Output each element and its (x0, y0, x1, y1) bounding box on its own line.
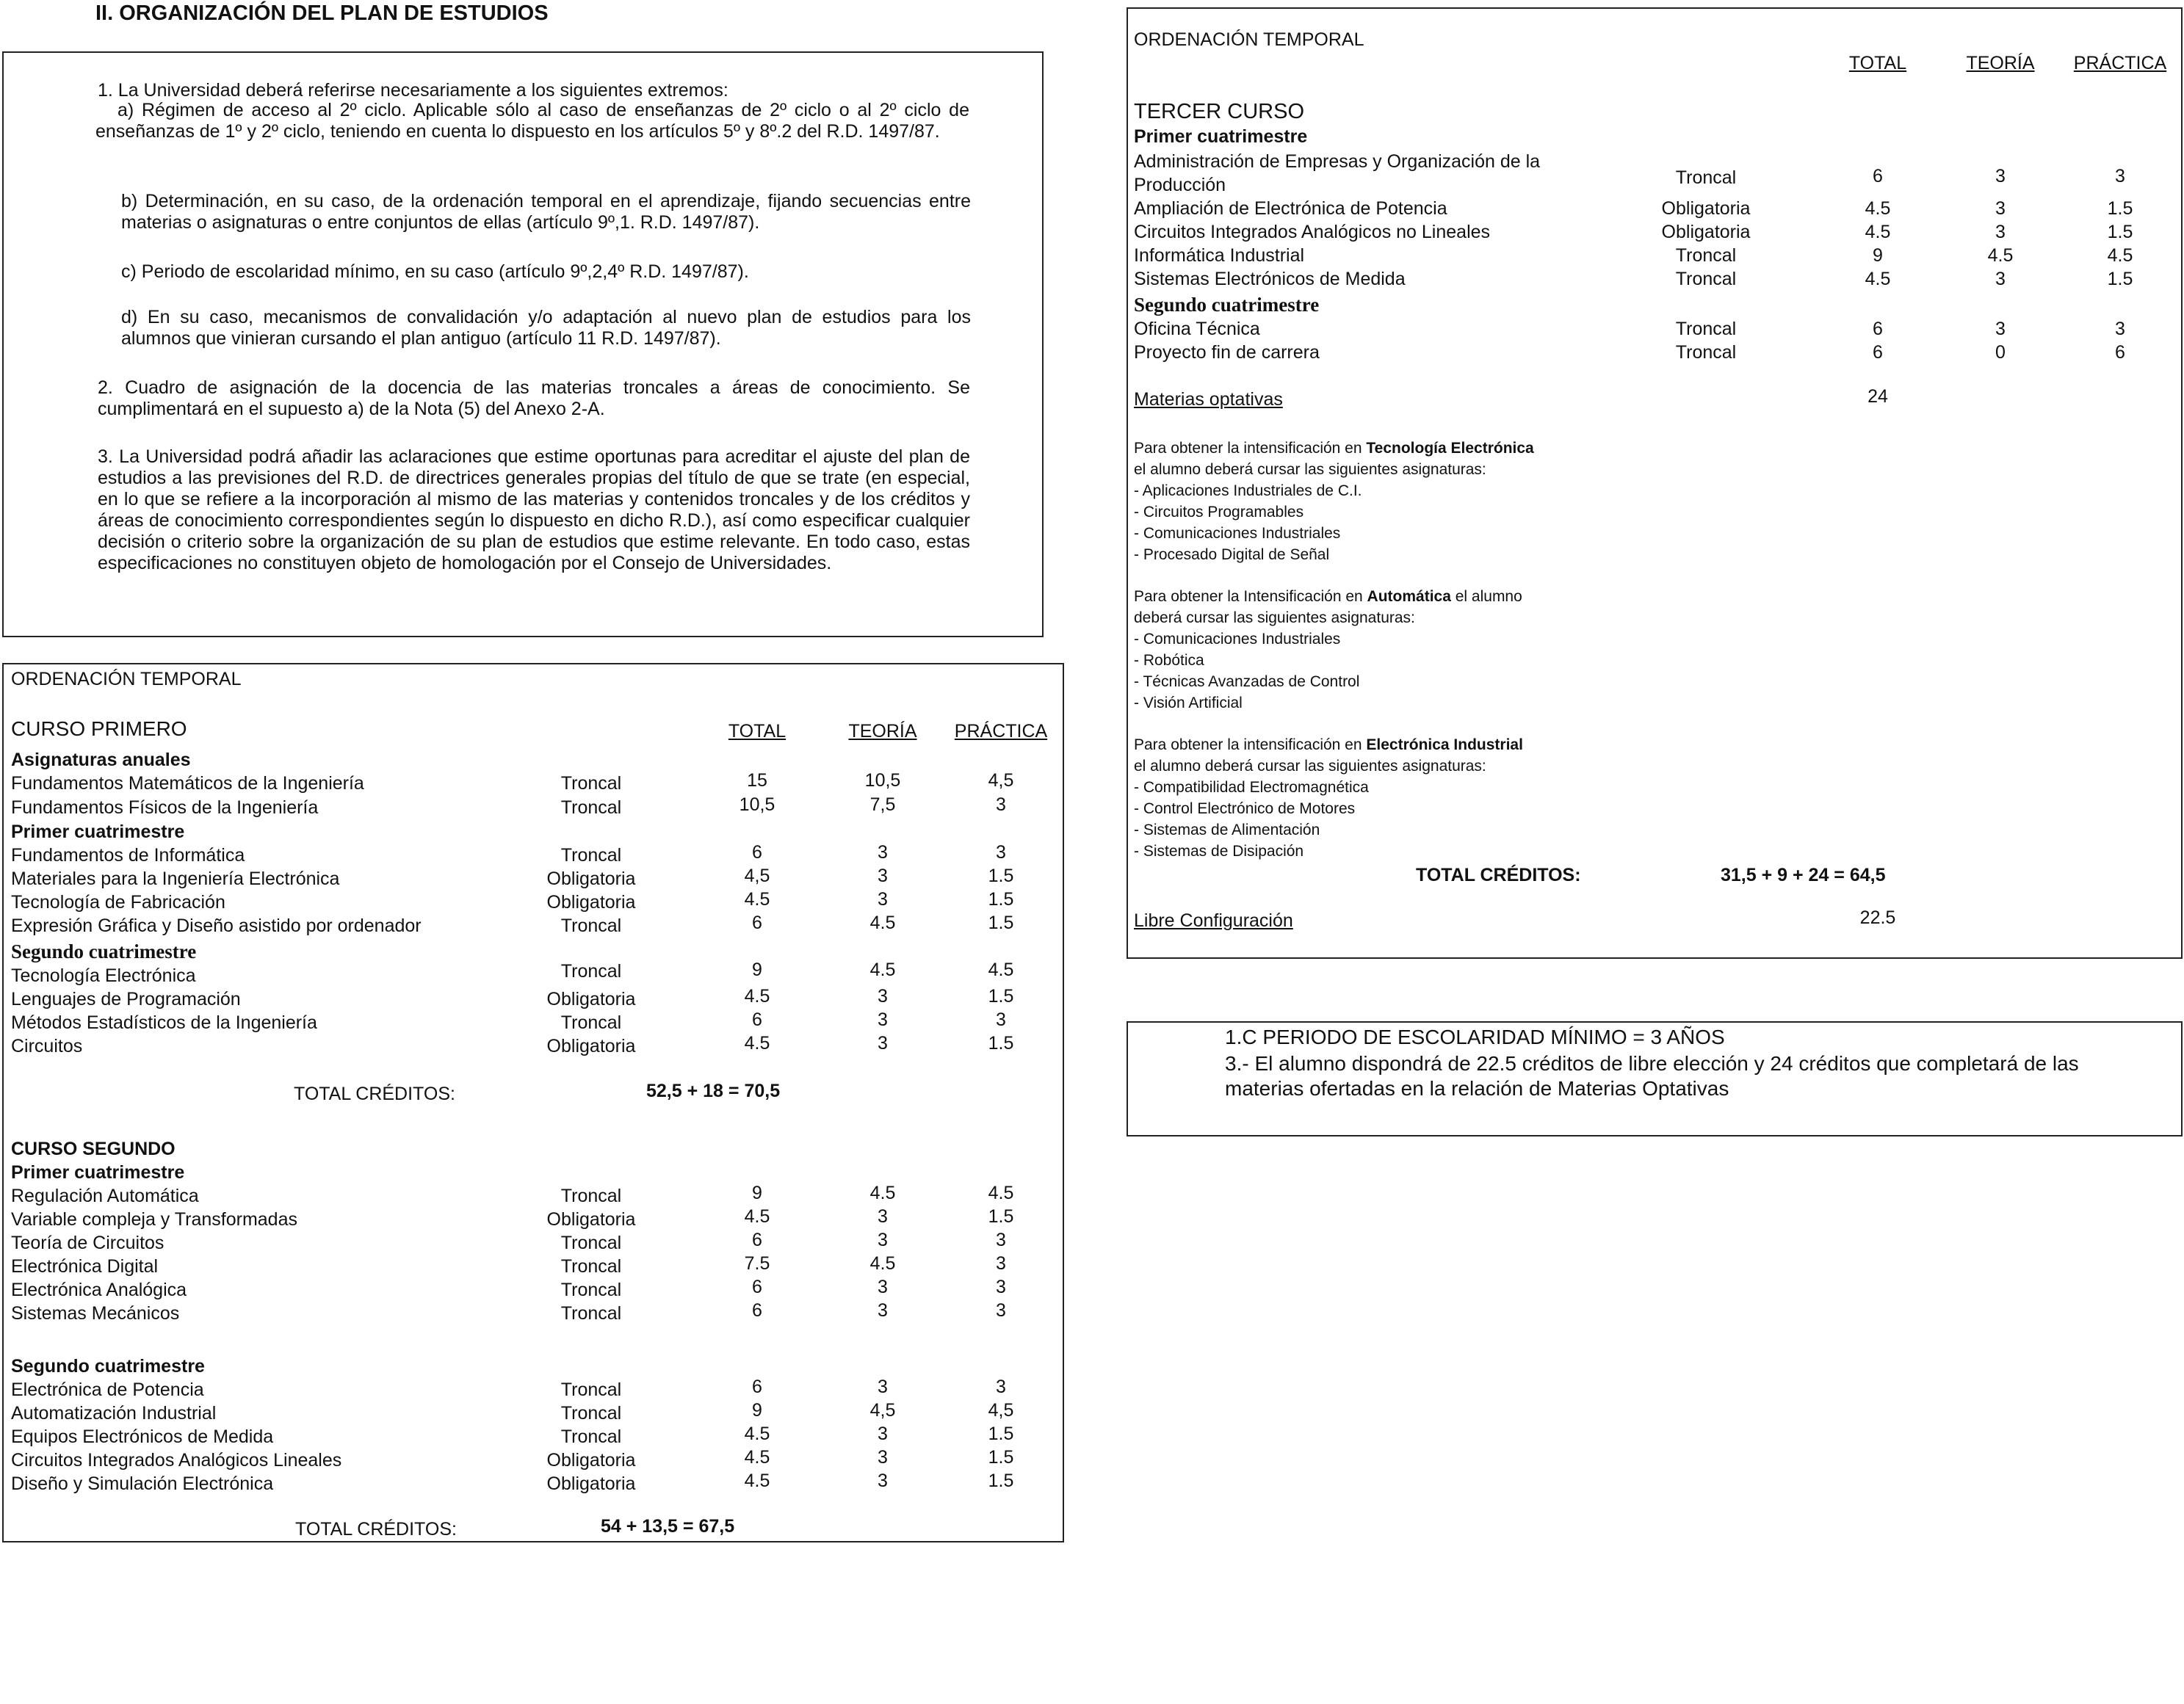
instruction-2: 2. Cuadro de asignación de la docencia de las materias troncales a áreas de conocimiento. Se cumplimentará en el supuesto a) de la Nota (5) del Anexo 2-A. (98, 377, 970, 419)
total-credits-label: TOTAL CRÉDITOS: (294, 1084, 455, 1104)
document-title: II. ORGANIZACIÓN DEL PLAN DE ESTUDIOS (95, 1, 549, 25)
instruction-1: 1. La Universidad deberá referirse necesariamente a los siguientes extremos: (98, 80, 728, 101)
section-heading: Primer cuatrimestre (11, 822, 185, 842)
list-item: - Comunicaciones Industriales (1134, 525, 1341, 542)
list-item: - Robótica (1134, 652, 1204, 669)
optativas-label: Materias optativas (1134, 389, 1283, 410)
table-row: Circuitos Integrados Analógicos Lineales Obligatoria 4.5 3 1.5 (11, 1447, 1014, 1471)
table-row: Equipos Electrónicos de Medida Troncal 4.5 3 1.5 (11, 1424, 1014, 1447)
section-heading: Primer cuatrimestre (1134, 126, 1308, 147)
table-row: Circuitos Obligatoria 4.5 3 1.5 (11, 1033, 1014, 1056)
instructions-box (2, 51, 1044, 637)
escolaridad-note-line1: 3.- El alumno dispondrá de 22.5 créditos de libre elección y 24 créditos que completará de las (1225, 1052, 2079, 1075)
escolaridad-box (1127, 1021, 2183, 1136)
list-item: - Sistemas de Alimentación (1134, 822, 1320, 838)
table-row: Teoría de Circuitos Troncal 6 3 3 (11, 1230, 1006, 1253)
table-row: Tecnología de Fabricación Obligatoria 4.5 3 1.5 (11, 889, 1014, 913)
instruction-1a: a) Régimen de acceso al 2º ciclo. Aplicable sólo al caso de enseñanzas de 2º ciclo o al 2º ciclo de enseñanzas de 1º y 2º ciclo, teniendo en cuenta lo dispuesto en los artículos 5º y 8º.2 del R.D. 1497/87. (95, 100, 969, 142)
intensification-block: Para obtener la intensificación en Electrónica Industrial el alumno deberá cursar las siguientes asignaturas: - Compatibilidad Electromagnética - Control Electrónico de Motores - Sistemas de Alimentación - Sistemas de Disipación (1134, 734, 1523, 862)
table-row: Materiales para la Ingeniería Electrónica Obligatoria 4,5 3 1.5 (11, 866, 1014, 889)
section-heading: Segundo cuatrimestre (11, 940, 197, 962)
escolaridad-note-line2: materias ofertadas en la relación de Materias Optativas (1225, 1077, 1729, 1100)
table-row: Variable compleja y Transformadas Obligatoria 4.5 3 1.5 (11, 1206, 1014, 1230)
column-header-teoria: TEORÍA (1966, 53, 2035, 73)
table-row (1128, 386, 2181, 413)
column-header-total: TOTAL (1848, 53, 1907, 73)
column-header-total: TOTAL (728, 721, 787, 742)
libre-configuracion-label: Libre Configuración (1134, 910, 1293, 931)
course-title: CURSO SEGUNDO (11, 1139, 176, 1159)
table-row: Fundamentos Físicos de la Ingeniería Troncal 10,5 7,5 3 (11, 794, 1006, 818)
table-row: Sistemas Mecánicos Troncal 6 3 3 (11, 1300, 1006, 1324)
section-heading: Asignaturas anuales (11, 750, 191, 770)
list-item: - Comunicaciones Industriales (1134, 631, 1341, 648)
list-item: - Procesado Digital de Señal (1134, 546, 1330, 563)
column-header-teoria: TEORÍA (848, 721, 917, 742)
table-row: Diseño y Simulación Electrónica Obligatoria 4.5 3 1.5 (11, 1471, 1014, 1494)
table-row: Automatización Industrial Troncal 9 4,5 4,5 (11, 1400, 1014, 1424)
table-row: Fundamentos Matemáticos de la Ingeniería Troncal 15 10,5 4,5 (11, 770, 1014, 794)
table-row: Electrónica Digital Troncal 7.5 4.5 3 (11, 1253, 1006, 1277)
table-row (1128, 907, 2181, 934)
section-heading: Segundo cuatrimestre (11, 1356, 205, 1377)
escolaridad-minimo: 1.C PERIODO DE ESCOLARIDAD MÍNIMO = 3 AÑOS (1225, 1026, 1725, 1048)
table-row: Oficina Técnica Troncal 6 3 3 (1134, 319, 2125, 339)
instruction-3: 3. La Universidad podrá añadir las aclaraciones que estime oportunas para acreditar el ajuste del plan de estudios a las previsiones del R.D. de directrices generales propias del título de que se trate (en especial, en lo que se refiere a la incorporación al mismo de las materias y contenidos troncales y de los créditos y áreas de conocimiento correspondientes según lo dispuesto en dicho R.D.), así como especificar cualquier decisión o criterio sobre la organización de su plan de estudios que estime relevante. En todo caso, estas especificaciones no constituyen objeto de homologación por el Consejo de Universidades. (98, 446, 970, 573)
total-credits-label: TOTAL CRÉDITOS: (1416, 865, 1581, 885)
instruction-1b: b) Determinación, en su caso, de la ordenación temporal en el aprendizaje, fijando secuencias entre materias o asignaturas o entre conjuntos de ellas (artículo 9º,1. R.D. 1497/87). (121, 191, 971, 233)
course-title: TERCER CURSO (1134, 100, 1305, 123)
table-row: Circuitos Integrados Analógicos no Lineales Obligatoria 4.5 3 1.5 (1134, 222, 2133, 242)
list-item: - Sistemas de Disipación (1134, 843, 1304, 860)
table-row: Informática Industrial Troncal 9 4.5 4.5 (1134, 245, 2133, 266)
subject-name-line1: Administración de Empresas y Organización de la (1134, 151, 1541, 172)
table-row: Fundamentos de Informática Troncal 6 3 3 (11, 842, 1006, 866)
total-credits-value: 31,5 + 9 + 24 = 64,5 (1721, 865, 1886, 885)
list-item: - Control Electrónico de Motores (1134, 800, 1356, 817)
table-row: Lenguajes de Programación Obligatoria 4.5 3 1.5 (11, 986, 1014, 1009)
libre-configuracion-total: 22.5 (1859, 907, 1896, 928)
table-heading: ORDENACIÓN TEMPORAL (1134, 29, 1364, 50)
intensification-block: Para obtener la Intensificación en Automática el alumno deberá cursar las siguientes asignaturas: - Comunicaciones Industriales - Robótica - Técnicas Avanzadas de Control - Visión Artificial (1134, 586, 1522, 714)
table-row: Regulación Automática Troncal 9 4.5 4.5 (11, 1183, 1014, 1206)
table-row: Métodos Estadísticos de la Ingeniería Troncal 6 3 3 (11, 1009, 1006, 1033)
table-row: Electrónica Analógica Troncal 6 3 3 (11, 1277, 1006, 1300)
list-item: - Técnicas Avanzadas de Control (1134, 673, 1360, 690)
schedule-table-year-3 (1127, 7, 2183, 959)
total-credits-label: TOTAL CRÉDITOS: (295, 1519, 457, 1540)
list-item: - Circuitos Programables (1134, 504, 1304, 521)
table-row: Expresión Gráfica y Diseño asistido por ordenador Troncal 6 4.5 1.5 (11, 913, 1014, 936)
intensification-block: Para obtener la intensificación en Tecnología Electrónica el alumno deberá cursar las siguientes asignaturas: - Aplicaciones Industriales de C.I. - Circuitos Programables - Comunicaciones Industriales - Procesado Digital de Señal (1134, 438, 1534, 565)
table-row: Sistemas Electrónicos de Medida Troncal 4.5 3 1.5 (1134, 269, 2133, 289)
table-row: Tecnología Electrónica Troncal 9 4.5 4.5 (11, 960, 1014, 986)
table-row: Producción Troncal 6 3 3 (1134, 166, 2125, 195)
column-header-practica: PRÁCTICA (2073, 53, 2167, 73)
schedule-table-years-1-2 (2, 663, 1064, 1542)
instruction-1d: d) En su caso, mecanismos de convalidación y/o adaptación al nuevo plan de estudios para los alumnos que vinieran cursando el plan antiguo (artículo 11 R.D. 1497/87). (121, 307, 971, 349)
table-row: Electrónica de Potencia Troncal 6 3 3 (11, 1377, 1006, 1400)
total-credits-value: 54 + 13,5 = 67,5 (601, 1516, 735, 1537)
table-row: Proyecto fin de carrera Troncal 6 0 6 (1134, 342, 2125, 363)
optativas-total: 24 (1867, 386, 1888, 407)
section-heading: Segundo cuatrimestre (1134, 294, 1320, 316)
course-title: CURSO PRIMERO (11, 717, 187, 740)
list-item: - Visión Artificial (1134, 695, 1243, 711)
column-header-practica: PRÁCTICA (954, 721, 1048, 742)
total-credits-value: 52,5 + 18 = 70,5 (646, 1081, 781, 1101)
section-heading: Primer cuatrimestre (11, 1162, 185, 1183)
list-item: - Aplicaciones Industriales de C.I. (1134, 482, 1362, 499)
table-row: Ampliación de Electrónica de Potencia Obligatoria 4.5 3 1.5 (1134, 198, 2133, 219)
instruction-1c: c) Periodo de escolaridad mínimo, en su caso (artículo 9º,2,4º R.D. 1497/87). (121, 261, 749, 282)
table-heading: ORDENACIÓN TEMPORAL (11, 669, 242, 689)
list-item: - Compatibilidad Electromagnética (1134, 779, 1369, 796)
